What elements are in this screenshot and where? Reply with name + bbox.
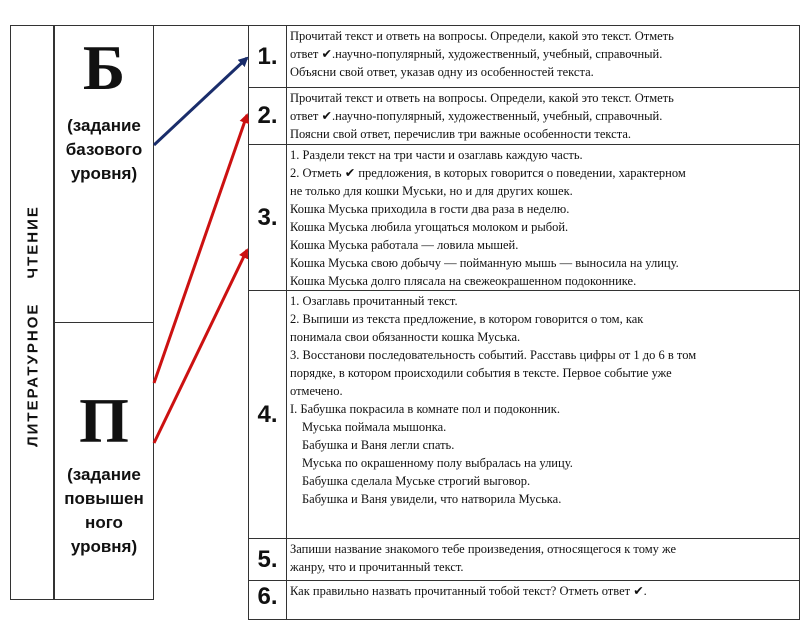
task-number: 6. [248,580,287,620]
task-line: 3. Восстанови последовательность событий. Расставь цифры от 1 до 6 в том [290,348,697,362]
task-line: Кошка Муська работала — ловила мышей. [290,238,519,252]
task-text-5 [286,538,800,581]
task-line: 1. Озаглавь прочитанный текст. [290,294,458,308]
arrow-column [153,25,249,600]
task-number: 3. [248,144,287,291]
task-line: I. Бабушка покрасила в комнате пол и подоконник. [290,402,560,416]
level-advanced-letter: П [79,385,129,456]
task-line: Кошка Муська любила угощаться молоком и рыбой. [290,220,569,234]
task-line: Муська по окрашенному полу выбралась на улицу. [302,456,573,470]
task-line: Кошка Муська приходила в гости два раза в неделю. [290,202,570,216]
task-number: 5. [248,538,287,581]
subject-column [10,25,54,600]
task-line: жанру, что и прочитанный текст. [290,560,464,574]
level-advanced-desc-line: повышен [64,489,144,508]
task-text-1 [286,25,800,88]
task-line: не только для кошки Муськи, но и для других кошек. [290,184,573,198]
level-basic-letter: Б [82,32,126,103]
task-number: 2. [248,87,287,145]
task-text-4 [286,290,800,539]
task-line: понимала свои обязанности кошка Муська. [290,330,521,344]
task-line: Кошка Муська долго плясала на свежеокрашенном подоконнике. [290,274,637,288]
task-line: Прочитай текст и ответь на вопросы. Определи, какой это текст. Отметь [290,29,674,43]
level-advanced-desc-line: ного [85,513,123,532]
subject-label: ЛИТЕРАТУРНОЕ ЧТЕНИЕ [24,205,42,447]
task-text-2 [286,87,800,145]
level-basic-desc [55,114,153,186]
level-basic-desc-line: (задание [67,116,141,135]
task-line: Муська поймала мышонка. [302,420,447,434]
task-line: 1. Раздели текст на три части и озаглавь каждую часть. [290,148,583,162]
task-text-6 [286,580,800,620]
level-advanced-desc-line: уровня) [70,537,138,556]
task-line: 2. Отметь ✔ предложения, в которых говорится о поведении, характерном [290,166,686,180]
task-line: Поясни свой ответ, перечислив три важные особенности текста. [290,127,632,141]
task-line: Бабушка и Ваня легли спать. [302,438,455,452]
level-advanced-desc-line: (задание [67,465,141,484]
task-text-3 [286,144,800,291]
task-line: Прочитай текст и ответь на вопросы. Определи, какой это текст. Отметь [290,91,674,105]
task-line: ответ ✔.научно-популярный, художественный, учебный, справочный. [290,47,663,61]
task-line: Бабушка и Ваня увидели, что натворила Муська. [302,492,562,506]
level-advanced-desc [55,463,153,559]
task-line: отмечено. [290,384,343,398]
task-line: Кошка Муська свою добычу — пойманную мышь — выносила на улицу. [290,256,679,270]
task-number: 4. [248,290,287,539]
task-number: 1. [248,25,287,88]
task-line: Как правильно назвать прочитанный тобой текст? Отметь ответ ✔. [290,584,647,598]
task-line: 2. Выпиши из текста предложение, в котором говорится о том, как [290,312,644,326]
level-basic-desc-line: уровня) [70,164,138,183]
level-basic-desc-line: базового [65,140,143,159]
level-basic-cell [54,25,154,323]
task-line: ответ ✔.научно-популярный, художественный, учебный, справочный. [290,109,663,123]
level-advanced-cell [54,322,154,600]
task-line: Объясни свой ответ, указав одну из особенностей текста. [290,65,594,79]
task-line: порядке, в котором происходили события в тексте. Первое событие уже [290,366,672,380]
task-line: Бабушка сделала Муське строгий выговор. [302,474,531,488]
task-line: Запиши название знакомого тебе произведения, относящегося к тому же [290,542,677,556]
